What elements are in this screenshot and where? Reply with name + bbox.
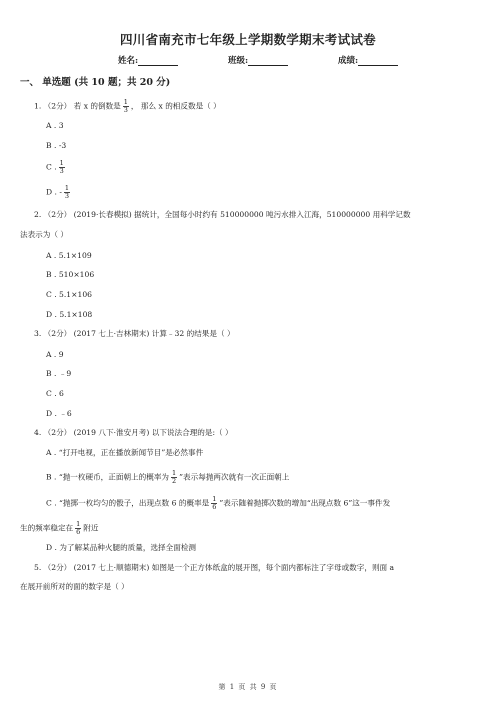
name-label: 姓名: (118, 56, 139, 66)
q1-stem-b: ， 那么 x 的相反数是（ ） (130, 101, 221, 111)
q1-d-num: 1 (64, 184, 70, 192)
q4-c2-den: 6 (76, 528, 81, 536)
section-heading: 一、 单选题 (共 10 题；共 20 分) (20, 77, 171, 88)
name-field (118, 54, 178, 66)
q4-option-c-post: ”表示随着抛掷次数的增加“出现点数 6”这一事件发 (219, 498, 391, 508)
question-5-line-2: 在展开前所对的面的数字是（ ） (20, 582, 129, 591)
q3-option-a[interactable]: A . 9 (46, 350, 64, 359)
q4-option-c-pre: C . “抛掷一枚均匀的骰子，出现点数 6 的概率是 (46, 498, 210, 508)
class-blank[interactable] (248, 56, 288, 66)
q4-option-c-line2-pre: 生的频率稳定在 (20, 523, 74, 533)
q4-c-num: 1 (212, 495, 217, 503)
page-footer: 第 1 页 共 9 页 (218, 683, 278, 691)
score-blank[interactable] (358, 56, 398, 66)
exam-title: 四川省南充市七年级上学期数学期末考试试卷 (119, 32, 376, 47)
q4-option-d[interactable]: D . 为了解某品种火腿的质量，选择全面检测 (46, 543, 197, 552)
q4-option-c-line-2 (20, 521, 98, 536)
q1-option-c-prefix: C . (46, 162, 57, 172)
q1-d-den: 3 (64, 192, 70, 200)
q3-option-d[interactable]: D . ﹣6 (46, 409, 72, 418)
q1-c-num: 1 (59, 159, 64, 167)
q4-option-c-fraction (211, 496, 217, 511)
class-label: 班级: (228, 56, 249, 66)
q4-option-b[interactable] (46, 470, 289, 485)
question-1 (34, 99, 221, 114)
name-blank[interactable] (138, 56, 178, 66)
q4-c2-num: 1 (76, 520, 81, 528)
q4-option-b-fraction (171, 470, 177, 485)
q2-option-b[interactable]: B . 510×106 (46, 270, 95, 279)
question-3: 3. （2分） (2017 七上·吉林期末) 计算﹣32 的结果是（ ） (34, 329, 235, 338)
question-2-line-2: 法表示为（ ） (20, 230, 68, 239)
q2-option-a[interactable]: A . 5.1×109 (46, 251, 92, 260)
question-4: 4. （2分） (2019 八下·淮安月考) 以下说法合理的是:（ ） (34, 428, 233, 437)
q1-stem-a: 1. （2分） 若 x 的倒数是 (34, 101, 121, 111)
q4-b-den: 2 (172, 477, 177, 485)
q1-option-d-prefix: D . - (46, 187, 62, 197)
score-field (338, 54, 398, 66)
q3-option-b[interactable]: B . ﹣9 (46, 369, 72, 378)
class-field (228, 54, 288, 66)
q1-frac-den: 3 (123, 106, 128, 114)
q4-option-c-line2-fraction (75, 521, 81, 536)
q4-option-a[interactable]: A . “打开电视，正在播放新闻节目”是必然事件 (46, 448, 204, 457)
q3-option-c[interactable]: C . 6 (46, 389, 64, 398)
q1-option-d[interactable] (46, 185, 72, 200)
q4-b-num: 1 (172, 469, 177, 477)
q2-option-d[interactable]: D . 5.1×108 (46, 310, 93, 319)
q1-option-a[interactable]: A . 3 (46, 121, 64, 130)
q1-frac-num: 1 (123, 98, 128, 106)
q1-fraction (123, 99, 129, 114)
question-2-line-1: 2. （2分） (2019·长春模拟) 据统计，全国每小时约有 510000000 吨污水排入江海，510000000 用科学记数 (34, 210, 411, 219)
q1-option-c[interactable] (46, 160, 67, 175)
q2-option-c[interactable]: C . 5.1×106 (46, 290, 92, 299)
q1-option-b[interactable]: B . -3 (46, 141, 67, 150)
q1-option-d-fraction (64, 185, 70, 200)
q4-c-den: 6 (212, 503, 217, 511)
q4-option-b-post: ”表示每抛两次就有一次正面朝上 (179, 472, 290, 482)
q4-option-b-pre: B . “抛一枚硬币，正面朝上的概率为 (46, 472, 170, 482)
question-5-line-1: 5. （2分） (2017 七上·顺德期末) 如图是一个正方体纸盒的展开图，每个面内都标注了字母或数字，则面 a (34, 563, 395, 572)
q1-option-c-fraction (59, 160, 65, 175)
score-label: 成绩: (338, 56, 359, 66)
q4-option-c-line2-post: 附近 (83, 523, 99, 533)
q1-c-den: 3 (59, 167, 64, 175)
q4-option-c[interactable] (46, 496, 390, 511)
